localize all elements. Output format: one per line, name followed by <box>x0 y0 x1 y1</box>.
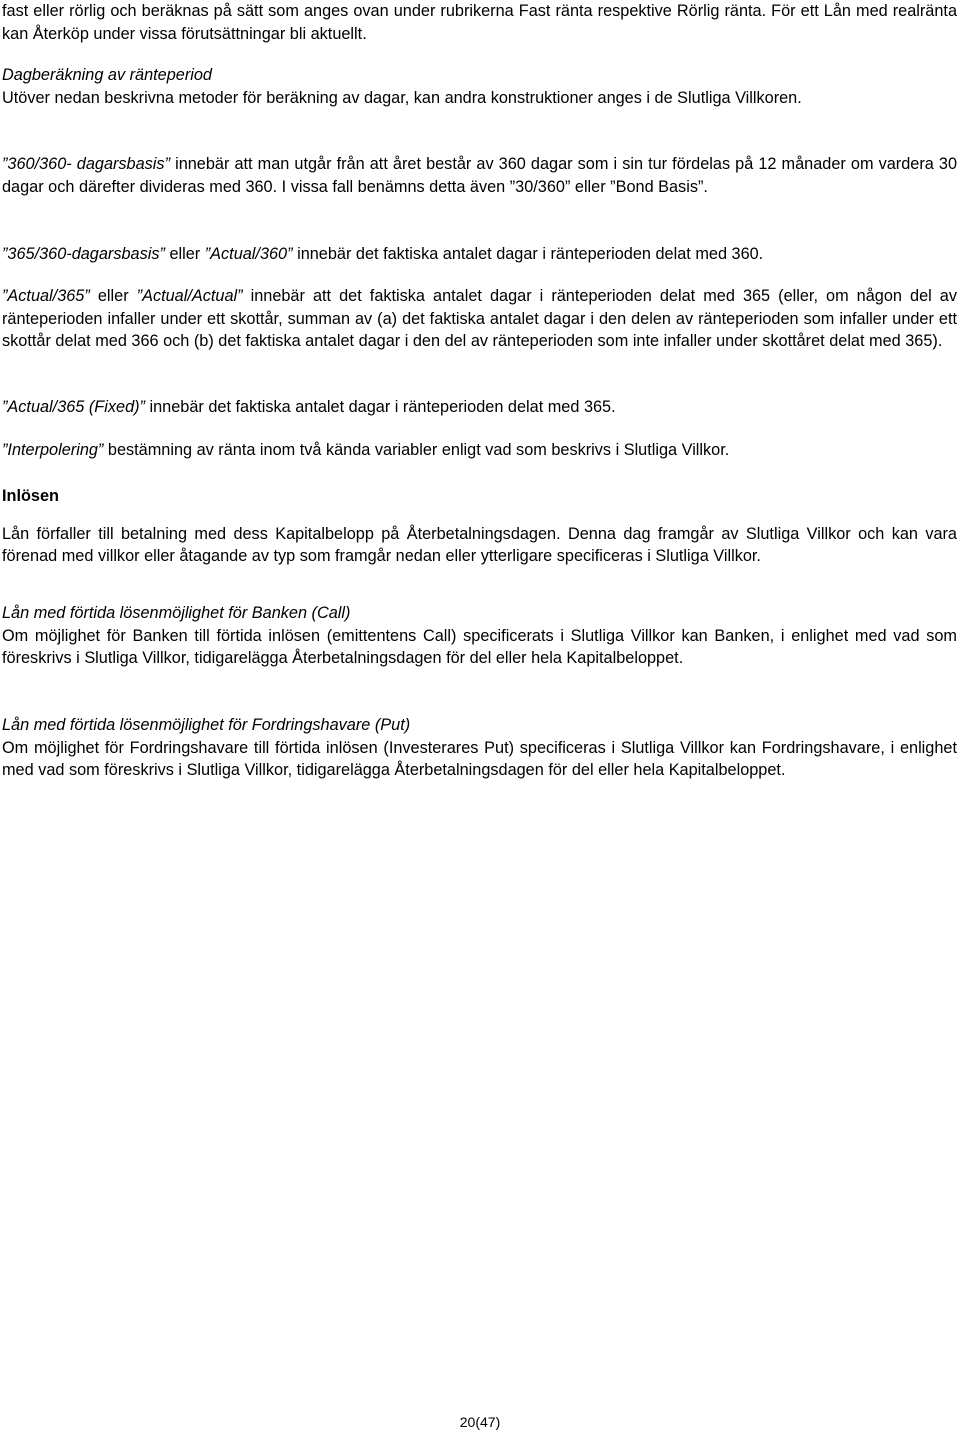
definition-term: ”Actual/365 (Fixed)” <box>2 398 145 416</box>
intro-paragraph: fast eller rörlig och beräknas på sätt som anges ovan under rubrikerna Fast ränta respektive Rörlig ränta. För ett Lån med realränta kan Återköp under vissa förutsättningar bli aktuellt. <box>2 2 957 43</box>
definition-connector: eller <box>164 245 205 263</box>
definition-text: innebär det faktiska antalet dagar i ränteperioden delat med 360. <box>292 245 764 263</box>
definition-term: ”360/360- dagarsbasis” <box>2 155 170 173</box>
call-section <box>2 602 957 670</box>
redemption-section <box>2 485 957 568</box>
put-heading: Lån med förtida lösenmöjlighet för Fordringshavare (Put) <box>2 716 411 734</box>
call-heading: Lån med förtida lösenmöjlighet för Banken (Call) <box>2 604 351 622</box>
redemption-text: Lån förfaller till betalning med dess Kapitalbelopp på Återbetalningsdagen. Denna dag framgår av Slutliga Villkor och kan vara förenad med villkor eller åtagande av typ som framgår nedan eller ytterligare specificeras i Slutliga Villkor. <box>2 524 957 565</box>
definition-text: bestämning av ränta inom två kända variabler enligt vad som beskrivs i Slutliga Villkor. <box>103 441 730 459</box>
def-interpolation <box>2 439 957 462</box>
definition-term-alt: ”Actual/360” <box>204 245 293 263</box>
definition-text: innebär det faktiska antalet dagar i ränteperioden delat med 365. <box>144 398 616 416</box>
day-count-section <box>2 64 957 109</box>
definition-paragraph <box>2 396 957 419</box>
put-text: Om möjlighet för Fordringshavare till förtida inlösen (Investerares Put) specificeras i Slutliga Villkor kan Fordringshavare, i enlighet med vad som föreskrivs i Slutliga Villkor, tidigarelägga Återbetalningsdagen för del eller hela Kapitalbeloppet. <box>2 738 957 779</box>
definition-term: ”365/360-dagarsbasis” <box>2 245 165 263</box>
definition-paragraph <box>2 243 957 266</box>
definition-text: innebär att det faktiska antalet dagar i ränteperioden delat med 365 (eller, om någon del av ränteperioden infaller under ett skottår, summan av (a) det faktiska antalet dagar i den delen av ränteperioden som infaller under ett skottår delat med 366 och (b) det faktiska antalet dagar i den del av ränteperioden som inte infaller under skottåret delat med 365). <box>2 287 957 350</box>
def-360-360 <box>2 153 957 198</box>
definition-term: ”Actual/365” <box>2 287 90 305</box>
redemption-heading: Inlösen <box>2 487 59 505</box>
call-text: Om möjlighet för Banken till förtida inlösen (emittentens Call) specificerats i Slutliga Villkor kan Banken, i enlighet med vad som föreskrivs i Slutliga Villkor, tidigarelägga Återbetalningsdagen för del eller hela Kapitalbeloppet. <box>2 626 957 667</box>
definition-text: innebär att man utgår från att året består av 360 dagar som i sin tur fördelas på 12 månader om vardera 30 dagar och därefter divideras med 360. I vissa fall benämns detta även ”30/360” eller ”Bond Basis”. <box>2 155 957 196</box>
definition-paragraph <box>2 285 957 353</box>
day-count-text: Utöver nedan beskrivna metoder för beräkning av dagar, kan andra konstruktioner anges i de Slutliga Villkoren. <box>2 88 802 107</box>
def-actual-365 <box>2 285 957 353</box>
definition-term-alt: ”Actual/Actual” <box>136 287 243 305</box>
definition-paragraph <box>2 439 957 462</box>
definition-paragraph <box>2 153 957 198</box>
day-count-heading: Dagberäkning av ränteperiod <box>2 66 212 84</box>
put-section <box>2 714 957 782</box>
def-actual-365-fixed <box>2 396 957 419</box>
definition-term: ”Interpolering” <box>2 441 104 459</box>
def-365-360 <box>2 243 957 266</box>
intro-section <box>2 0 957 45</box>
page-number: 20(47) <box>459 1414 501 1430</box>
definition-connector: eller <box>89 287 137 305</box>
